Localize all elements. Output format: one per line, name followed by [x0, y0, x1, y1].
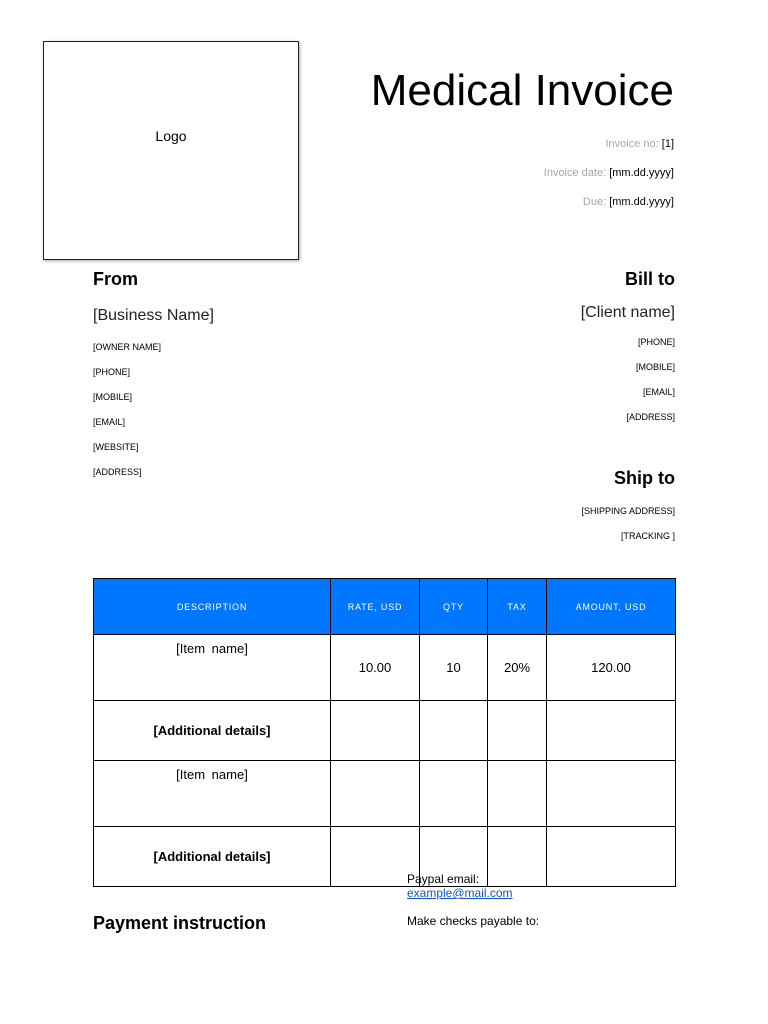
item-tax[interactable] [488, 827, 547, 887]
item-rate[interactable]: 10.00 [331, 635, 420, 701]
column-header-qty: QTY [420, 579, 488, 635]
paypal-email-link[interactable]: example@mail.com [407, 886, 513, 900]
from-website: [WEBSITE] [93, 442, 139, 452]
invoice-number-label: Invoice no: [605, 138, 659, 150]
due-date-label: Due: [582, 196, 607, 208]
bill-to-phone: [PHONE] [637, 337, 675, 347]
from-phone: [PHONE] [93, 367, 131, 377]
item-qty[interactable]: 10 [420, 635, 488, 701]
invoice-number-value: [1] [661, 138, 674, 150]
due-date-value: [mm.dd.yyyy] [609, 196, 674, 208]
column-header-amount: AMOUNT, USD [547, 579, 676, 635]
due-date-row [583, 196, 674, 208]
column-header-rate: RATE, USD [331, 579, 420, 635]
checks-payable-label: Make checks payable to: [407, 914, 540, 928]
item-qty[interactable] [420, 761, 488, 827]
item-amount[interactable] [547, 761, 676, 827]
invoice-title: Medical Invoice [370, 66, 674, 115]
column-header-description: DESCRIPTION [94, 579, 331, 635]
from-heading: From [93, 269, 138, 289]
table-row [94, 635, 676, 701]
column-header-tax: TAX [488, 579, 547, 635]
item-tax[interactable] [488, 761, 547, 827]
item-tax[interactable]: 20% [488, 635, 547, 701]
item-rate[interactable] [331, 761, 420, 827]
invoice-items-table [93, 578, 676, 887]
item-qty[interactable] [420, 701, 488, 761]
bill-to-mobile: [MOBILE] [635, 362, 675, 372]
item-rate[interactable] [331, 701, 420, 761]
ship-to-tracking: [TRACKING ] [620, 531, 675, 541]
invoice-date-value: [mm.dd.yyyy] [609, 167, 674, 179]
client-name: [Client name] [580, 304, 675, 321]
business-name: [Business Name] [93, 307, 214, 324]
bill-to-heading: Bill to [625, 269, 675, 289]
from-owner-name: [OWNER NAME] [93, 342, 162, 352]
invoice-date-row [544, 167, 674, 179]
item-amount[interactable] [547, 701, 676, 761]
payment-instruction-heading: Payment instruction [93, 913, 267, 933]
bill-to-address: [ADDRESS] [626, 412, 675, 422]
table-row [94, 827, 676, 887]
from-address: [ADDRESS] [93, 467, 142, 477]
invoice-number-row [606, 138, 675, 150]
item-additional-details[interactable]: [Additional details] [94, 827, 331, 887]
item-tax[interactable] [488, 701, 547, 761]
from-email: [EMAIL] [93, 417, 126, 427]
logo-label: Logo [155, 128, 187, 144]
table-row [94, 701, 676, 761]
table-header-row [94, 579, 676, 635]
ship-to-address: [SHIPPING ADDRESS] [581, 506, 675, 516]
ship-to-heading: Ship to [614, 468, 675, 488]
from-mobile: [MOBILE] [93, 392, 133, 402]
paypal-email-label: Paypal email: [407, 872, 480, 886]
item-amount[interactable] [547, 827, 676, 887]
item-amount[interactable]: 120.00 [547, 635, 676, 701]
item-additional-details[interactable]: [Additional details] [94, 701, 331, 761]
bill-to-email: [EMAIL] [642, 387, 675, 397]
invoice-date-label: Invoice date: [543, 167, 607, 179]
item-description[interactable]: [Item name] [94, 761, 331, 827]
logo-placeholder [43, 41, 299, 260]
item-description[interactable]: [Item name] [94, 635, 331, 701]
table-row [94, 761, 676, 827]
